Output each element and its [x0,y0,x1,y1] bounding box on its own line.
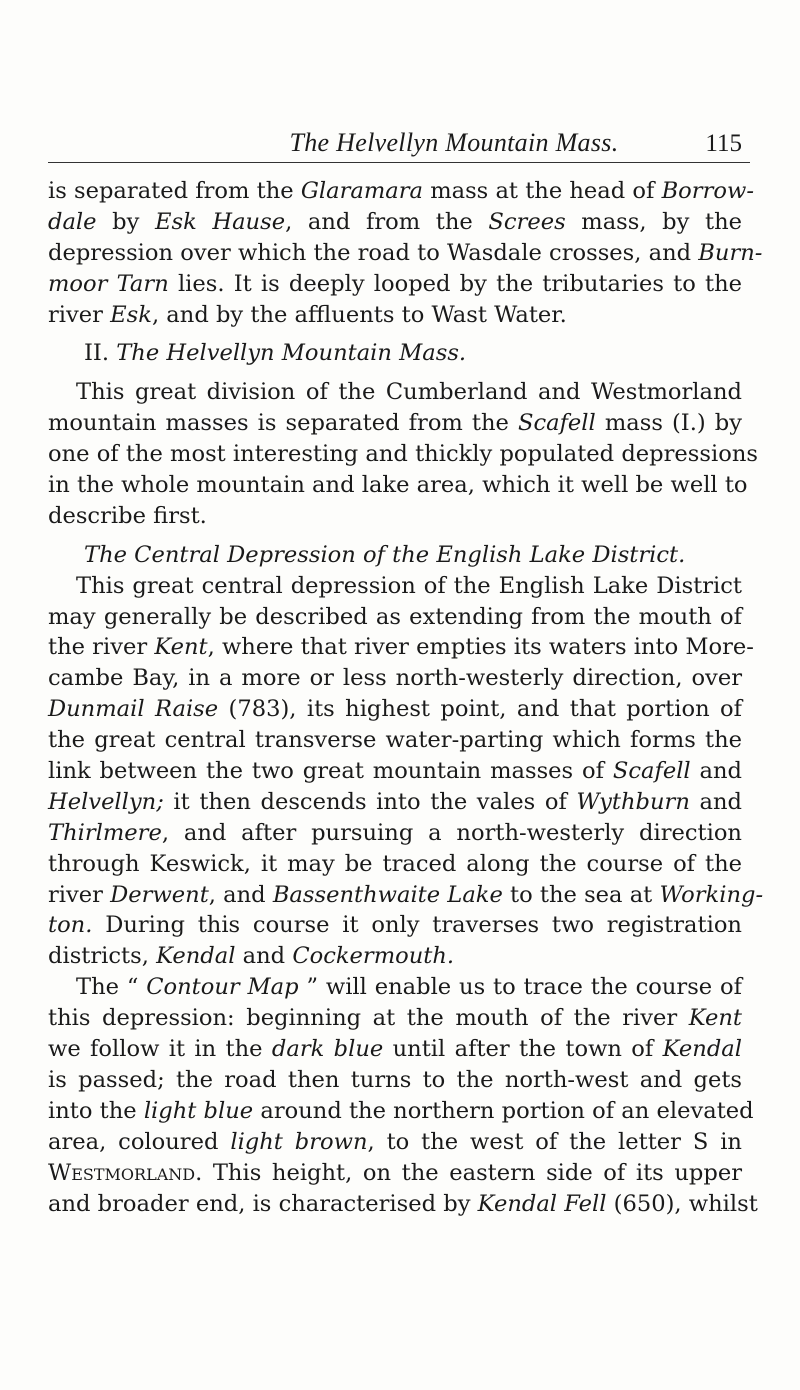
text-line: is passed; the road then turns to the north-west and gets [48,1066,742,1093]
text-line: moor Tarn lies. It is deeply looped by the tributaries to the [48,270,742,297]
text-line: river Derwent, and Bassenthwaite Lake to the sea at Working- [48,881,764,908]
paragraph-contour-map [48,972,758,1219]
text-line: depression over which the road to Wasdale crosses, and Burn- [48,239,763,266]
text-line: Dunmail Raise (783), its highest point, and that portion of [48,696,742,723]
text-line: ton. During this course it only traverses two registration [48,912,742,939]
body-text [48,176,764,1219]
text-line: This great division of the Cumberland and Westmorland [76,379,742,406]
text-line: link between the two great mountain masses of Scafell and [48,758,743,785]
text-line: one of the most interesting and thickly populated depressions [48,441,758,468]
text-line: river Esk, and by the affluents to Wast Water. [48,301,567,328]
text-line: into the light blue around the northern portion of an elevated [48,1097,754,1124]
text-line: dale by Esk Hause, and from the Screes mass, by the [48,208,743,235]
text-line: This great central depression of the English Lake District [76,572,742,599]
text-line: is separated from the Glaramara mass at the head of Borrow- [48,178,754,204]
text-line: mountain masses is separated from the Scafell mass (I.) by [48,410,742,437]
text-line: area, coloured light brown, to the west of the letter S in [48,1128,742,1155]
text-line: cambe Bay, in a more or less north-westerly direction, over [48,665,742,692]
page-number: 115 [705,130,742,157]
text-line: through Keswick, it may be traced along the course of the [48,850,742,877]
running-title: The Helvellyn Mountain Mass. [289,128,619,157]
text-line: the great central transverse water-parting which forms the [48,727,742,754]
heading-line: The Central Depression of the English Lake District. [84,541,686,568]
text-line: and broader end, is characterised by Kendal Fell (650), whilst [48,1190,758,1217]
text-line: The “ Contour Map ” will enable us to trace the course of [76,974,742,1001]
paragraph-helvellyn-intro [48,377,758,531]
text-line: we follow it in the dark blue until after the town of Kendal [48,1036,742,1063]
text-line: districts, Kendal and Cockermouth. [48,943,455,970]
section-heading [48,338,742,369]
running-header [48,128,750,163]
text-line: in the whole mountain and lake area, which it well be well to [48,472,748,499]
paragraph-borrowdale [48,176,763,330]
text-line: Westmorland. This height, on the eastern side of its upper [48,1159,742,1186]
text-line: this depression: beginning at the mouth of the river Kent [48,1005,742,1032]
paragraph-central-depression [48,571,764,973]
subheading-central-depression [48,540,742,571]
text-line: the river Kent, where that river empties its waters into More- [48,634,754,661]
text-line: Thirlmere, and after pursuing a north-westerly direction [48,819,742,846]
heading-line: II. The Helvellyn Mountain Mass. [84,340,467,367]
text-line: Helvellyn; it then descends into the vales of Wythburn and [48,788,742,815]
text-line: describe first. [48,502,207,529]
text-line: may generally be described as extending from the mouth of [48,603,742,630]
